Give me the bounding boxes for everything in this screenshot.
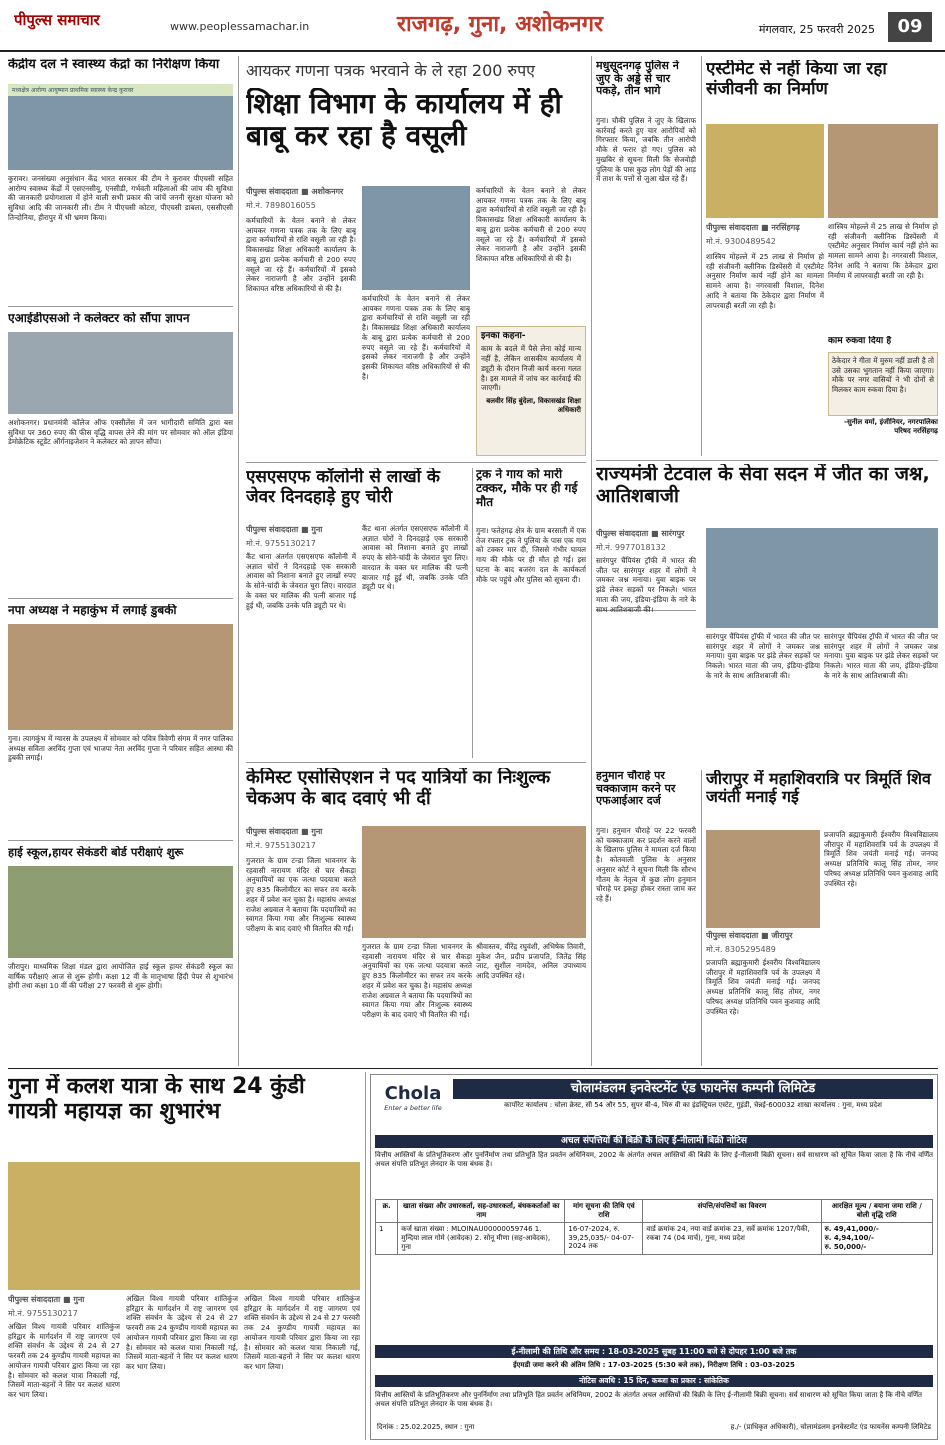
quote-heading: इनका कहना- (481, 331, 526, 341)
office-photo (362, 186, 470, 290)
notice-date-place: दिनांक : 25.02.2025, स्थान : गुना (377, 1423, 475, 1431)
article-kumbh-body: गुना। त्यागकुंभ में ग्यारस के उपलक्ष्य में सोमवार को पवित्र त्रिवेणी संगम में नगर पालिका अध्यक्ष सविता अरविंद गुप्ता एवं भाजपा नेता अरविंद गुप्ता ने परिवार सहित आस्था की डुबकी लगाई। (8, 734, 233, 763)
celebration-body-col2: सारंगपुर चैंपियंस ट्रॉफी में भारत की जीत पर सारंगपुर शहर में लोगों ने जमकर जश्न मनाया। युवा बाइक पर झंडे लेकर सड़कों पर निकले। भारत माता की जय, इंडिया-इंडिया के नारे के साथ आतिशबाजी की। (706, 632, 820, 680)
article-aidso-body: अशोकनगर। प्रधानमंत्री कॉलेज ऑफ एक्सीलेंस में जन भागीदारी समिति द्वारा बस सुविधा पर 360 रुपए की फीस वृद्धि वापस लेने की मांग पर सोमवार को ऑल इंडिया डेमोक्रेटिक स्टूडेंट ऑर्गनाइजेशन ने कलेक्टर को ज्ञापन सौंपा। (8, 418, 233, 447)
table-cell-no: 1 (376, 1223, 398, 1255)
shivratri-byline: पीपुल्स संवाददाता ■ जीरापुर (706, 931, 793, 940)
article-kumbh-headline: नपा अध्यक्ष ने महाकुंभ में लगाई डुबकी (8, 604, 177, 617)
school-photo (8, 866, 233, 958)
celebration-mobile: मो.नं. 9977018132 (596, 543, 666, 552)
lead-byline: पीपुल्स संवाददाता ■ अशोकनगर (246, 187, 344, 196)
kalash-body-col2: अखिल विश्व गायत्री परिवार शांतिकुंज हरिद्वार के मार्गदर्शन में राष्ट्र जागरण एवं शक्ति संवर्धन के उद्देश्य से 24 से 27 फरवरी तक 24 कुण्डीय गायत्री महायज्ञ का आयोजन गायत्री परिवार द्वारा किया जा रहा है। सोमवार को कलश यात्रा निकाली गई, जिसमें माता-बहनों ने सिर पर कलश धारण कर भाग लिया। (126, 1294, 238, 1372)
shivratri-body-col2: प्रजापति ब्रह्माकुमारी ईश्वरीय विश्वविद्यालय जीरापुर में महाशिवरात्रि पर्व के उपलक्ष्य में त्रिमूर्ति शिव जयंती मनाई गई। जनपद अध्यक्ष प्रतिनिधि कालू सिंह तोमर, नगर परिषद अध्यक्ष प्रतिनिधि पवन कुशवाह आदि उपस्थित रहे। (824, 830, 938, 888)
chola-brand: Chola (384, 1083, 442, 1104)
article-health-centre-body: कुरावर। जनसंख्या अनुसंधान केंद्र भारत सरकार की टीम ने कुरावर पीएचसी सहित आरोग्य स्वास्थ्य केंद्रों में एसएनसीयू, एनसीडी, गर्भवती महिलाओं की जांच की सुविधा की जानकारी प्रयोगशाला में होने वाली सभी प्रकार की जांचें जननी सुरक्षा योजना को सुविधा आदि की जानकारी ली। टीम ने पीएचसी कोटरा, पीएचसी डाबला, एससीएसी तिन्दोनिया, हीरापुर में भी भ्रमण किया। (8, 174, 233, 222)
auction-table-header (376, 1200, 933, 1223)
chola-tagline: Enter a better life (384, 1104, 442, 1112)
article-board-exam-body: जीरापुर। माध्यमिक शिक्षा मंडल द्वारा आयोजित हाई स्कूल हायर सेकंडरी स्कूल का वार्षिक परीक्षाएं आज से शुरू होगी। कक्षा 12 वीं के मातृभाषा हिंदी पेपर से शुभारंभ होगी तथा कक्षा 10 वीं की परीक्षा 27 फरवरी से शुरू होगी। (8, 962, 233, 991)
shivratri-headline: जीरापुर में महाशिवरात्रि पर त्रिमूर्ति शिव जयंती मनाई गई (706, 770, 931, 807)
logo[interactable]: पीपुल्स समाचार (14, 11, 100, 29)
estimate-quote-author: -सुनील वर्मा, इंजीनियर, नगरपालिका परिषद नरसिंहगढ़ (844, 418, 938, 435)
shivratri-mobile: मो.नं. 8305295489 (706, 945, 776, 954)
table-row (376, 1223, 933, 1255)
estimate-body-col2: शास्त्रिय मोहल्ले में 25 लाख से निर्माण हो रही संजीवनी क्लीनिक डिस्पेंसरी में एस्टीमेट अनुसार निर्माण कार्य नहीं होने का मामला सामने आया है। नगरवासी विशाल, दिनेश आदि ने बताया कि ठेकेदार द्वारा निर्माण में लापरवाही बरती जा रही है। (828, 222, 938, 280)
estimate-quote-box (828, 352, 938, 416)
chemist-byline: पीपुल्स संवाददाता ■ गुना (246, 827, 323, 836)
shivratri-body-col1: प्रजापति ब्रह्माकुमारी ईश्वरीय विश्वविद्यालय जीरापुर में महाशिवरात्रि पर्व के उपलक्ष्य में त्रिमूर्ति शिव जयंती मनाई गई। जनपद अध्यक्ष प्रतिनिधि कालू सिंह तोमर, नगर परिषद अध्यक्ष प्रतिनिधि पवन कुशवाह आदि उपस्थित रहे। (706, 958, 820, 1016)
chola-company-name: चोलामंडलम इनवेस्टमेंट एंड फायनेंस कम्पनी लिमिटेड (453, 1079, 933, 1099)
chola-auction-notice (370, 1074, 938, 1440)
estimate-mobile: मो.नं. 9300489542 (706, 237, 776, 246)
table-header-cell: संपत्ति/संपत्तियों का विवरण (643, 1200, 821, 1223)
chemist-headline: केमिस्ट एसोसिएशन ने पद यात्रियों का निःशुल्क चेकअप के बाद दवाएं भी दीं (246, 768, 551, 809)
region-title: राजगढ़, गुना, अशोकनगर (396, 12, 604, 37)
estimate-headline: एस्टीमेट से नहीं किया जा रहा संजीवनी का निर्माण (706, 60, 887, 99)
table-cell-property: वार्ड क्रमांक 24, नया वार्ड क्रमांक 23, सर्वे क्रमांक 1207/पैकी, रकबा 74 (04 मार्च), गुना, मध्य प्रदेश (643, 1223, 821, 1255)
celebration-body-col1: सारंगपुर चैंपियंस ट्रॉफी में भारत की जीत पर सारंगपुर शहर में लोगों ने जमकर जश्न मनाया। युवा बाइक पर झंडे लेकर सड़कों पर निकले। भारत माता की जय, इंडिया-इंडिया के नारे के साथ आतिशबाजी की। (596, 556, 696, 614)
article-aidso-headline: एआईडीएसओ ने कलेक्टर को सौंपा ज्ञापन (8, 312, 190, 325)
celebration-headline: राज्यमंत्री टेटवाल के सेवा सदन में जीत का जश्न, आतिशबाजी (596, 464, 930, 507)
construction-photo-2 (828, 124, 938, 218)
table-header-cell: मांग सूचना की तिथि एवं राशि (565, 1200, 643, 1223)
gambling-body: गुना। चौकी पुलिस ने जुए के खिलाफ कार्रवाई करते हुए चार आरोपियों को गिरफ्तार किया, जबकि तीन आरोपी मौके से फरार हो गए। पुलिस को मुखबिर से सूचना मिली कि सेजवोड़ी पुलिया के पास कुछ लोग पेड़ों की आड़ में ताश के पत्तों से जुआ खेल रहे हैं। (596, 116, 696, 184)
lead-kicker: आयकर गणना पत्रक भरवाने के ले रहा 200 रुपए (246, 62, 536, 80)
lead-body-col2: कर्मचारियों के वेतन बनाने से लेकर आयकर गणना पत्रक तक के लिए बाबू द्वारा कर्मचारियों से राशि वसूली जा रही है। विकासखंड शिक्षा अधिकारी कार्यालय के बाबू द्वारा प्रत्येक कर्मचारी से 200 रुपए वसूले जा रहे हैं। कर्मचारियों में इसको लेकर नाराजगी है और उन्होंने इसकी शिकायत वरिष्ठ अधिकारियों से की है। (362, 294, 470, 381)
table-header-cell: क्र. (376, 1200, 398, 1223)
estimate-body: शास्त्रिय मोहल्ले में 25 लाख से निर्माण हो रही संजीवनी क्लीनिक डिस्पेंसरी में एस्टीमेट अनुसार निर्माण कार्य नहीं होने का मामला सामने आया है। नगरवासी विशाल, दिनेश आदि ने बताया कि ठेकेदार द्वारा निर्माण में लापरवाही बरती जा रही है। (706, 252, 824, 310)
health-team-photo (8, 84, 233, 170)
shivratri-photo (706, 830, 820, 928)
chemist-mobile: मो.नं. 9755130217 (246, 841, 316, 850)
chemist-body-col2: गुजरात के ग्राम टन्डा जिला भावनगर के रहवासी नारायण मंदिर से चार सैकड़ा अनुयायियों का एक जत्था पदयात्रा करते हुए 835 किलोमीटर का सफर तय करके शहर में प्रवेश कर चुका है। महासंघ अध्यक्ष राजेश अग्रवाल ने बताया कि पदयात्रियों का स्वागत किया गया और निःशुल्क स्वास्थ्य परीक्षण के बाद दवाएं भी वितरित की गईं। (362, 942, 472, 1020)
celebration-byline: पीपुल्स संवाददाता ■ सारंगपुर (596, 529, 685, 538)
table-header-cell: खाता संख्या और उधारकर्ता, सह-उधारकर्ता, बंधककर्ताओं का नाम (398, 1200, 565, 1223)
kalash-mobile: मो.नं. 9755130217 (8, 1309, 78, 1318)
chemist-names: श्रीवास्तव, वीरेंद्र रघुवंशी, अभिषेक तिवारी, मुकेश जैन, प्रदीप प्रजापति, जितेंद्र सिंह जाट, सुशील नामदेव, अनिल उपाध्याय आदि उपस्थित रहे। (476, 942, 586, 981)
site-url[interactable]: www.peoplessamachar.in (170, 20, 310, 33)
pilgrims-checkup-photo (362, 826, 586, 938)
truck-headline: ट्रक ने गाय को मारी टक्कर, मौके पर ही गई मौत (476, 468, 578, 509)
table-cell-account: कर्ज खाता संख्या : MLOINAU00000059746 1. मुन्दिया लाल गोमे (आवेदक) 2. सोनू मीणा (सह-आवेदक), गुना (398, 1223, 565, 1255)
chola-office-address: कार्पोरेट कार्यालय : चोला क्रेस्ट, सी 54 और 55, सुपर बी-4, थिरु वी का इंडस्ट्रियल एस्टेट, गुइंडी, चेन्नई-600032 शाखा कार्यालय : गुना, मध्य प्रदेश (504, 1101, 882, 1109)
quote-text: काम के बदले में पैसे लेना कोई मान्य नहीं है, लेकिन शासकीय कार्यालय में ड्यूटी के दौरान निजी कार्य करना गलत है। इस मामले में जांच कर कार्रवाई की जाएगी। (481, 344, 581, 393)
kumbh-photo (8, 624, 233, 730)
kalash-headline: गुना में कलश यात्रा के साथ 24 कुंडी गायत्री महायज्ञ का शुभारंभ (8, 1074, 305, 1125)
construction-photo-1 (706, 124, 824, 218)
article-board-exam-headline: हाई स्कूल,हायर सेकंडरी बोर्ड परीक्षाएं शुरू (8, 846, 184, 859)
jam-fir-headline: हनुमान चौराहे पर चक्काजाम करने पर एफआईआर दर्ज (596, 770, 676, 808)
estimate-quote: ठेकेदार ने गीता में मुरुम नहीं डाली है तो उसे उसका भुगतान नहीं किया जाएगा। मौके पर नगर वासियों ने भी दोनों से मिलकर काम रुकवा दिया है। (832, 356, 934, 395)
gambling-headline: मधुसूदनगढ़ पुलिस ने जुए के अड्डे से चार पकड़े, तीन भागे (596, 60, 679, 98)
table-cell-prices (821, 1223, 932, 1255)
lead-mobile: मो.नं. 7898016055 (246, 201, 316, 210)
estimate-subhead: काम रुकवा दिया है (828, 336, 892, 346)
chola-logo (377, 1083, 449, 1127)
emd-deadline-line: ईएमडी जमा करने की अंतिम तिथि : 17-03-2025 (5:30 बजे तक), निरीक्षण तिथि : 03-03-2025 (513, 1361, 795, 1369)
issue-date: मंगलवार, 25 फरवरी 2025 (758, 23, 875, 36)
auction-notice-title: अचल संपत्तियों की बिक्री के लिए ई-नीलामी बिक्री नोटिस (375, 1135, 933, 1148)
kalash-byline: पीपुल्स संवाददाता ■ गुना (8, 1295, 85, 1304)
theft-byline: पीपुल्स संवाददाता ■ गुना (246, 525, 323, 534)
table-header-cell: आरक्षित मूल्य / बयाना जमा राशि / बोली वृद्धि राशि (821, 1200, 932, 1223)
chemist-body-col1: गुजरात के ग्राम टन्डा जिला भावनगर के रहवासी नारायण मंदिर से चार सैकड़ा अनुयायियों का एक जत्था पदयात्रा करते हुए 835 किलोमीटर का सफर तय करके शहर में प्रवेश कर चुका है। महासंघ अध्यक्ष राजेश अग्रवाल ने बताया कि पदयात्रियों का स्वागत किया गया और निःशुल्क स्वास्थ्य परीक्षण के बाद दवाएं भी वितरित की गईं। (246, 856, 356, 934)
notice-period-line: नोटिस अवधि : 15 दिन, कब्जा का प्रकार : सांकेतिक (375, 1375, 933, 1387)
kalash-body-col3: अखिल विश्व गायत्री परिवार शांतिकुंज हरिद्वार के मार्गदर्शन में राष्ट्र जागरण एवं शक्ति संवर्धन के उद्देश्य से 24 से 27 फरवरी तक 24 कुण्डीय गायत्री महायज्ञ का आयोजन गायत्री परिवार द्वारा किया जा रहा है। सोमवार को कलश यात्रा निकाली गई, जिसमें माता-बहनों ने सिर पर कलश धारण कर भाग लिया। (244, 1294, 360, 1372)
jam-fir-body: गुना। हनुमान चौराहे पर 22 फरवरी को चक्काजाम कर प्रदर्शन करने वालों के खिलाफ पुलिस ने मामला दर्ज किया है। कोतवाली पुलिस के अनुसार अनुसार कोर्ट ने सूचना मिली कि सौरभ गौतम के नेतृत्व में कुछ लोग हनुमान चौराहे पर इकट्ठा होकर रास्ता जाम कर रहे हैं। (596, 826, 696, 904)
page-number: 09 (888, 12, 932, 42)
theft-body-col2: कैंट थाना अंतर्गत एसएसएफ कॉलोनी में अज्ञात चोरों ने दिनदहाड़े एक सरकारी आवास को निशाना बनाते हुए लाखों रुपए के सोने-चांदी के जेवरात चुरा लिए। वारदात के वक्त घर मालिक की पत्नी बाजार गई हुई थी, जबकि उनके पति ड्यूटी पर थे। (362, 524, 468, 592)
lead-body-col1: कर्मचारियों के वेतन बनाने से लेकर आयकर गणना पत्रक तक के लिए बाबू द्वारा कर्मचारियों से राशि वसूली जा रही है। विकासखंड शिक्षा अधिकारी कार्यालय के बाबू द्वारा प्रत्येक कर्मचारी से 200 रुपए वसूले जा रहे हैं। कर्मचारियों में इसको लेकर नाराजगी है और उन्होंने इसकी शिकायत वरिष्ठ अधिकारियों से की है। (246, 216, 356, 294)
notice-signatory: ह./- (प्राधिकृत अधिकारी), चोलामंडलम इनवेस्टमेंट एंड फायनेंस कम्पनी लिमिटेड (730, 1423, 931, 1431)
theft-body-col1: कैंट थाना अंतर्गत एसएसएफ कॉलोनी में अज्ञात चोरों ने दिनदहाड़े एक सरकारी आवास को निशाना बनाते हुए लाखों रुपए के सोने-चांदी के जेवरात चुरा लिए। वारदात के वक्त घर मालिक की पत्नी बाजार गई हुई थी, जबकि उनके पति ड्यूटी पर थे। (246, 552, 356, 610)
truck-body: गुना। फतेहगढ़ क्षेत्र के ग्राम बरसाती में एक तेज रफ्तार ट्रक ने पुलिया के पास एक गाय को टक्कर मार दी, जिससे गंभीर घायल गाय की मौके पर ही मौत हो गई। इस घटना के बाद बजरंग दल के कार्यकर्ता मौके पर पहुंचे और पुलिस को सूचना दी। (476, 526, 586, 584)
bid-increment: रु. 50,000/- (824, 1243, 867, 1251)
celebration-body-col3: सारंगपुर चैंपियंस ट्रॉफी में भारत की जीत पर सारंगपुर शहर में लोगों ने जमकर जश्न मनाया। युवा बाइक पर झंडे लेकर सड़कों पर निकले। भारत माता की जय, इंडिया-इंडिया के नारे के साथ आतिशबाजी की। (824, 632, 938, 680)
table-cell-demand: 16-07-2024, रु. 39,25,035/- 04-07-2024 तक (565, 1223, 643, 1255)
theft-headline: एसएसएफ कॉलोनी से लाखों के जेवर दिनदहाड़े हुए चोरी (246, 468, 440, 507)
photo-banner: मध्यक्षेत्र आरोग्य आयुष्मान प्राथमिक स्वास्थ्य केन्द्र कुरावर (8, 84, 233, 96)
auction-terms: वित्तीय आस्तियों के प्रतिभूतिकरण और पुनर्निर्माण तथा प्रतिभूति हित प्रवर्तन अधिनियम, 2002 के अंतर्गत अचल आस्तियों की बिक्री के लिए ई-नीलामी बिक्री सूचना। सर्व साधारण को सूचित किया जाता है कि नीचे वर्णित अचल संपत्ति प्रतिभूत लेनदार के पास बंधक है। (375, 1391, 923, 1409)
auction-date-line: ई-नीलामी की तिथि और समय : 18-03-2025 सुबह 11:00 बजे से दोपहर 1:00 बजे तक (375, 1345, 933, 1358)
lead-body-col3: कर्मचारियों के वेतन बनाने से लेकर आयकर गणना पत्रक तक के लिए बाबू द्वारा कर्मचारियों से राशि वसूली जा रही है। विकासखंड शिक्षा अधिकारी कार्यालय के बाबू द्वारा प्रत्येक कर्मचारी से 200 रुपए वसूले जा रहे हैं। कर्मचारियों में इसको लेकर नाराजगी है और उन्होंने इसकी शिकायत वरिष्ठ अधिकारियों से की है। (476, 186, 586, 264)
lead-quote-box (476, 326, 586, 456)
aidso-photo (8, 332, 233, 414)
reserve-price: रु. 49,41,000/- (824, 1225, 879, 1233)
emd-amount: रु. 4,94,100/- (824, 1234, 874, 1242)
auction-table-wrap (375, 1199, 933, 1341)
kalash-body-col1: अखिल विश्व गायत्री परिवार शांतिकुंज हरिद्वार के मार्गदर्शन में राष्ट्र जागरण एवं शक्ति संवर्धन के उद्देश्य से 24 से 27 फरवरी तक 24 कुण्डीय गायत्री महायज्ञ का आयोजन गायत्री परिवार द्वारा किया जा रहा है। सोमवार को कलश यात्रा निकाली गई, जिसमें माता-बहनों ने सिर पर कलश धारण कर भाग लिया। (8, 1322, 120, 1400)
auction-table (375, 1199, 933, 1255)
estimate-byline: पीपुल्स संवाददाता ■ नरसिंहगढ़ (706, 223, 800, 232)
quote-author: बलवीर सिंह बुंदेला, विकासखंड शिक्षा अधिकारी (486, 396, 581, 414)
celebration-photo (706, 528, 938, 628)
lead-headline: शिक्षा विभाग के कार्यालय में ही बाबू कर रहा है वसूली (246, 88, 562, 153)
theft-mobile: मो.नं. 9755130217 (246, 539, 316, 548)
article-health-centre-headline: केंद्रीय दल ने स्वास्थ्य केंद्रों का निरीक्षण किया (8, 58, 220, 72)
kalash-yatra-photo (8, 1162, 360, 1290)
auction-notice-body: वित्तीय आस्तियों के प्रतिभूतिकरण और पुनर्निर्माण तथा प्रतिभूति हित प्रवर्तन अधिनियम, 2002 के अंतर्गत अचल आस्तियों की बिक्री के लिए ई-नीलामी बिक्री सूचना। सर्व साधारण को सूचित किया जाता है कि नीचे वर्णित अचल संपत्ति प्रतिभूत लेनदार के पास बंधक है। (375, 1151, 933, 1169)
